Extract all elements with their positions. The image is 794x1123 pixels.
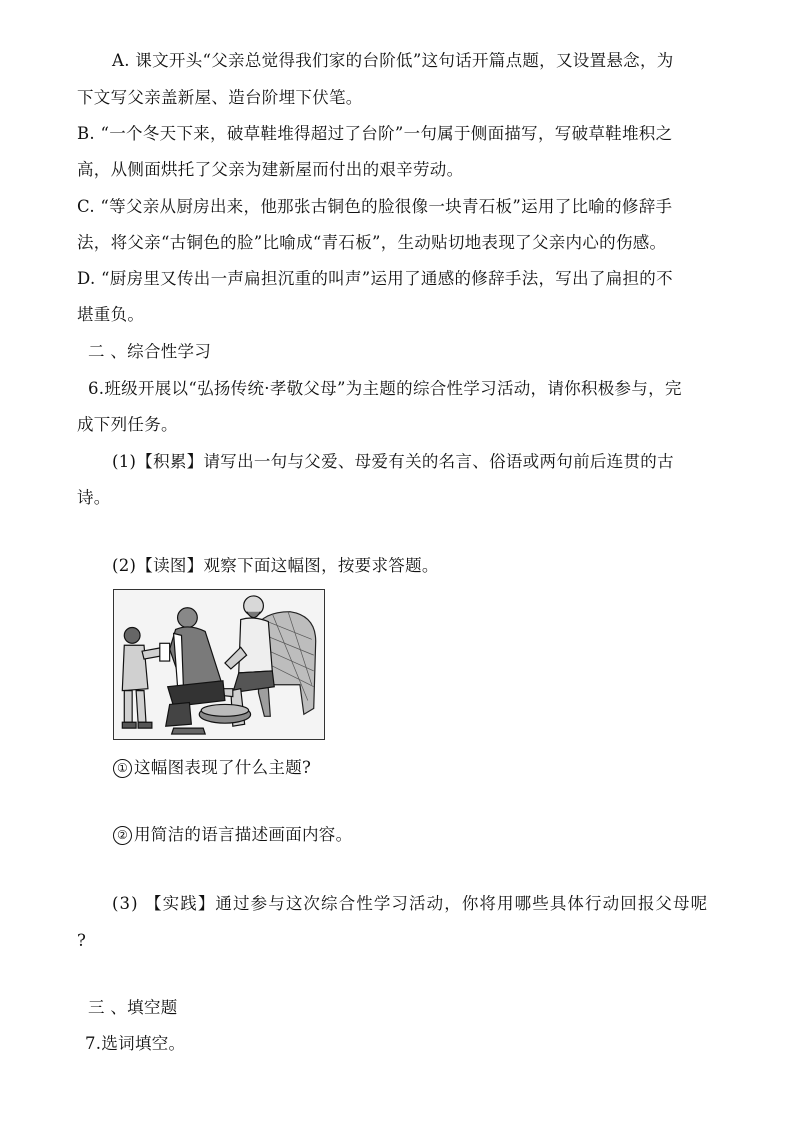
illustration-footwashing (113, 589, 325, 740)
q6-item2 (113, 824, 352, 846)
section-2-heading: 二 、综合性学习 (88, 342, 212, 361)
q6-sub2: (2)【读图】观察下面这幅图，按要求答题。 (112, 556, 439, 575)
q6-line2: 成下列任务。 (77, 415, 178, 434)
q6-sub1-line1: (1)【积累】请写出一句与父爱、母爱有关的名言、俗语或两句前后连贯的古 (112, 452, 674, 471)
option-a-line2: 下文写父亲盖新屋、造台阶埋下伏笔。 (77, 88, 363, 107)
q6-sub1-line2: 诗。 (77, 488, 111, 507)
option-d-line1: D. “厨房里又传出一声扁担沉重的叫声”运用了通感的修辞手法，写出了扁担的不 (77, 269, 673, 288)
section-3-heading: 三 、填空题 (88, 998, 178, 1017)
q7-text: 7.选词填空。 (85, 1034, 186, 1053)
q6-item1-text: 这幅图表现了什么主题? (134, 758, 312, 777)
option-b-line2: 高，从侧面烘托了父亲为建新屋而付出的艰辛劳动。 (77, 160, 464, 179)
wash-basin (199, 704, 250, 723)
circled-number-2: ② (113, 826, 132, 845)
option-c-line2: 法，将父亲“古铜色的脸”比喻成“青石板”，生动贴切地表现了父亲内心的伤感。 (77, 233, 667, 252)
q6-sub3-line2: ? (77, 931, 87, 950)
circled-number-1: ① (113, 759, 132, 778)
q6-item2-text: 用简洁的语言描述画面内容。 (134, 825, 353, 844)
q6-sub3-line1: (3) 【实践】通过参与这次综合性学习活动，你将用哪些具体行动回报父母呢 (112, 894, 709, 913)
option-d-line2: 堪重负。 (77, 305, 145, 324)
q6-line1: 6.班级开展以“弘扬传统·孝敬父母”为主题的综合性学习活动，请你积极参与，完 (88, 379, 682, 398)
option-a-line1: A. 课文开头“父亲总觉得我们家的台阶低”这句话开篇点题，又设置悬念，为 (112, 51, 674, 70)
option-b-line1: B. “一个冬天下来，破草鞋堆得超过了台阶”一句属于侧面描写，写破草鞋堆积之 (77, 124, 673, 143)
q6-item1 (113, 757, 311, 779)
option-c-line1: C. “等父亲从厨房出来，他那张古铜色的脸很像一块青石板”运用了比喻的修辞手 (77, 197, 673, 216)
